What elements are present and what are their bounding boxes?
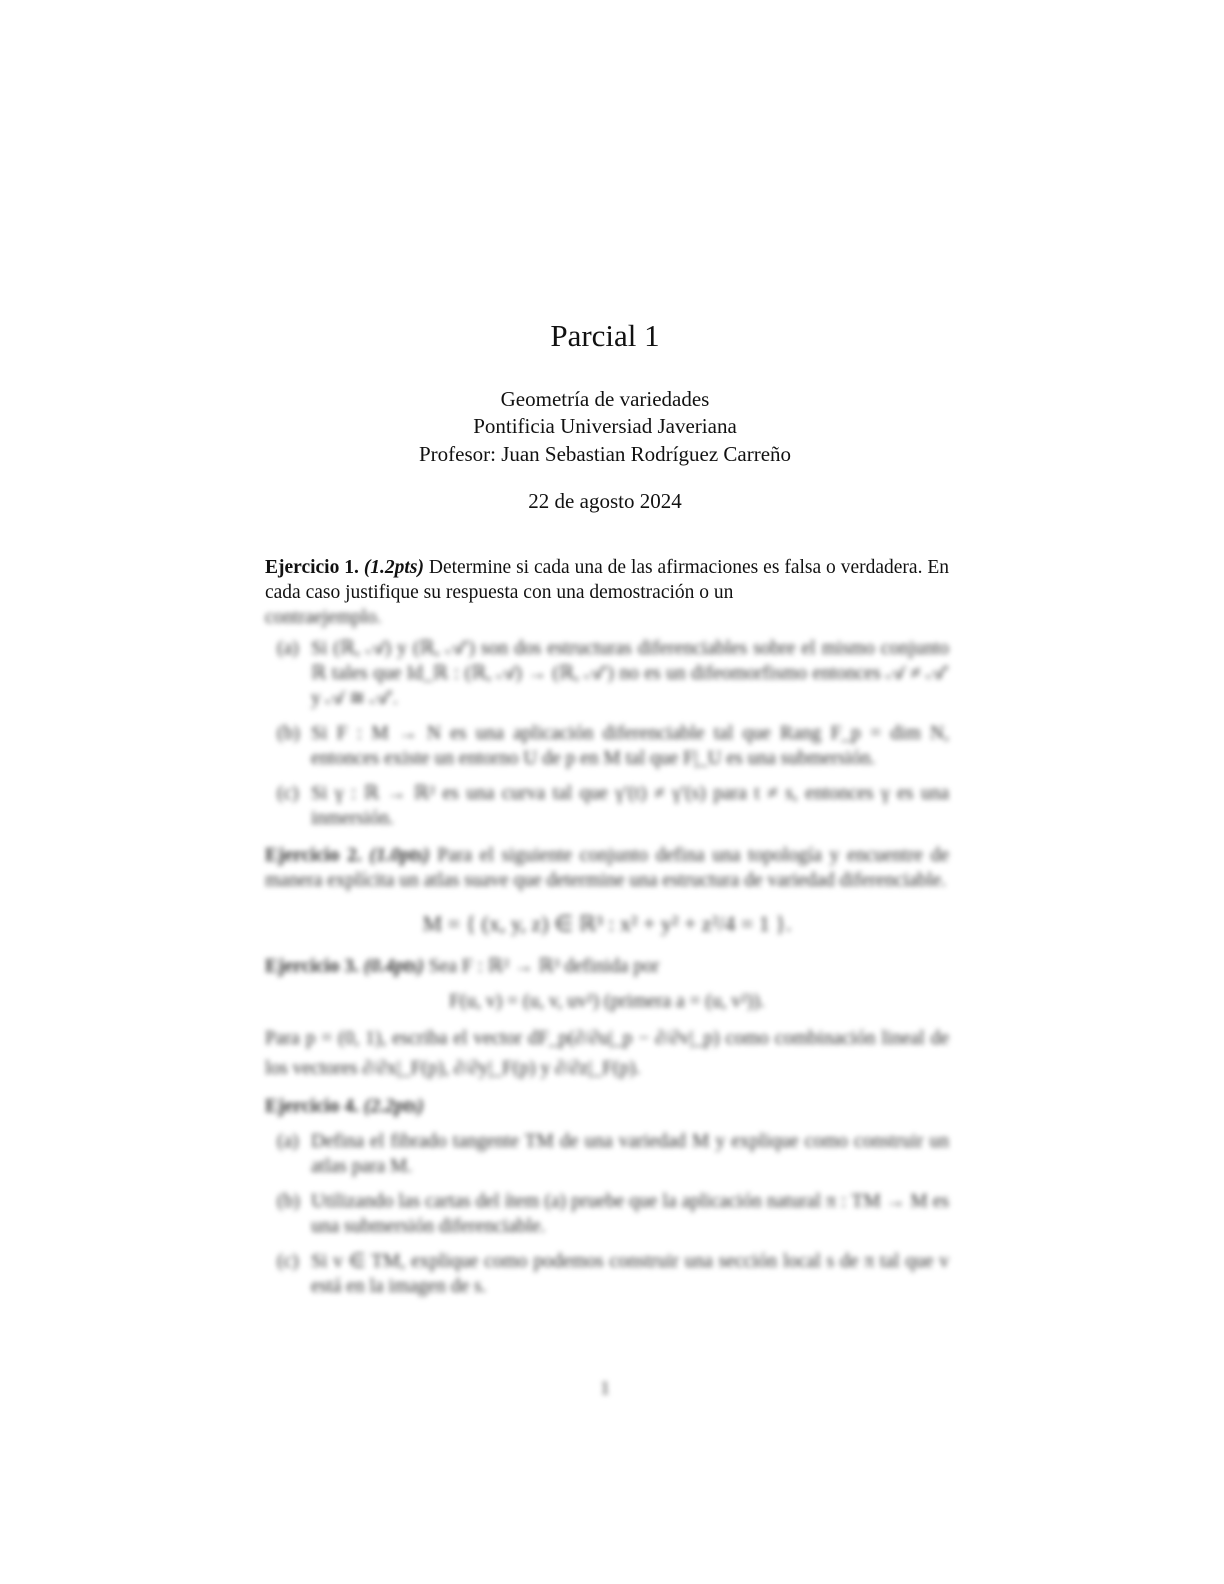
exercise-1-intro	[265, 555, 949, 605]
course-name: Geometría de variedades	[500, 387, 710, 411]
list-item: (c) Si γ : ℝ → ℝ² es una curva tal que γ′(t) ≠ γ′(s) para t ≠ s, entonces γ es una inmersión.	[277, 783, 949, 829]
exercise-2: Ejercicio 2. (1.0pts) Para el siguiente conjunto defina una topología y encuentre de manera explícita un atlas suave que determine una estructura de variedad diferenciable.	[265, 845, 950, 891]
page-number: 1	[600, 1378, 610, 1399]
list-item: (b) Utilizando las cartas del ítem (a) pruebe que la aplicación natural π : TM → M es una submersión diferenciable.	[277, 1191, 949, 1237]
exercise-text: Determine si cada una de las afirmaciones es falsa o verdadera. En cada caso justifique su respuesta con una demostración o un	[265, 557, 950, 603]
exercise-2-equation: M = { (x, y, z) ∈ ℝ³ : x² + y² + z²/4 = 1 }.	[422, 911, 792, 936]
list-item: (b) Si F : M → N es una aplicación diferenciable tal que Rang F_p = dim N, entonces existe un entorno U de p en M tal que F|_U es una submersión.	[277, 723, 949, 769]
exercise-3-question: Para p = (0, 1), escriba el vector dF_p(∂/∂u|_p − ∂/∂v|_p) como combinación lineal de los vectores ∂/∂x|_F(p), ∂/∂y|_F(p) y ∂/∂z|_F(p).	[265, 1028, 949, 1079]
blurred-content	[265, 605, 949, 1311]
exercise-1-header	[265, 555, 949, 605]
exercise-4: Ejercicio 4. (2.2pts)	[265, 1096, 424, 1117]
exercise-3: Ejercicio 3. (0.4pts) Sea F : ℝ² → ℝ³ definida por	[265, 956, 660, 977]
exercise-4-items	[265, 1129, 949, 1299]
exercise-1-items	[265, 636, 949, 831]
exercise-points: (1.2pts)	[363, 557, 424, 578]
list-item: (c) Si v ∈ TM, explique como podemos construir una sección local s de π tal que v está en la imagen de s.	[277, 1251, 949, 1297]
exam-date: 22 de agosto 2024	[528, 489, 682, 513]
document-title: Parcial 1	[550, 318, 660, 353]
exercise-label: Ejercicio 1.	[265, 557, 359, 578]
exercise-3-equation: F(u, v) = (u, v, uv²) (primera a = (u, v²)).	[449, 991, 765, 1012]
university-name: Pontificia Universiad Javeriana	[473, 414, 737, 438]
professor-name: Profesor: Juan Sebastian Rodríguez Carreño	[418, 442, 792, 466]
exercise-1-rest: contraejemplo.	[265, 607, 382, 628]
list-item: (a) Defina el fibrado tangente TM de una variedad M y explique como construir un atlas para M.	[277, 1131, 949, 1177]
list-item: (a) Si (ℝ, 𝒜) y (ℝ, 𝒜′) son dos estructuras diferenciables sobre el mismo conjunto ℝ tales que Id_ℝ : (ℝ, 𝒜) → (ℝ, 𝒜′) no es un difeomorfismo entonces 𝒜 ≠ 𝒜′ y 𝒜 ≅ 𝒜′.	[277, 638, 949, 709]
